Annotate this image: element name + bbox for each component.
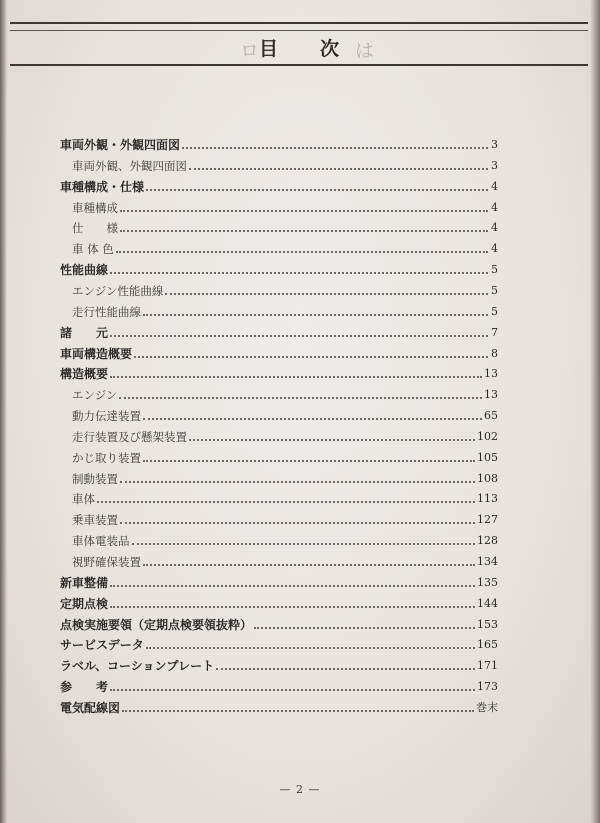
toc-leader-dots: [143, 564, 475, 566]
toc-entry-title: サービスデータ: [60, 638, 144, 653]
toc-entry-page: 4: [491, 200, 498, 214]
toc-entry: [60, 341, 498, 361]
toc-entry-title: かじ取り装置: [72, 450, 141, 465]
page-edge-left: [0, 0, 7, 823]
toc-entry: [60, 674, 498, 694]
toc-entry-page: 113: [477, 492, 498, 506]
header-rule-middle: [10, 30, 588, 31]
toc-entry: [60, 466, 498, 486]
toc-entry: [60, 215, 498, 235]
toc-entry: [60, 507, 498, 527]
toc-entry-page: 4: [491, 221, 498, 235]
toc-entry-title: 車 体 色: [72, 242, 114, 257]
toc-leader-dots: [134, 356, 488, 358]
toc-leader-dots: [120, 210, 488, 212]
toc-leader-dots: [146, 189, 488, 191]
toc-entry-title: 車種構成: [72, 200, 118, 215]
page-title-right: 次: [320, 38, 342, 60]
toc-entry-page: 134: [477, 555, 498, 568]
toc-entry-page: 153: [477, 617, 498, 631]
toc-leader-dots: [143, 418, 482, 420]
toc-entry: [60, 320, 498, 340]
toc-entry: [60, 257, 498, 277]
header-rule-top: [10, 22, 588, 24]
toc-leader-dots: [110, 606, 475, 608]
toc-entry: [60, 361, 498, 381]
toc-leader-dots: [165, 293, 488, 295]
toc-leader-dots: [143, 460, 475, 462]
toc-entry-page: 108: [477, 471, 498, 485]
page-edge-right: [590, 0, 600, 823]
toc-entry: [60, 632, 498, 652]
toc-entry-page: 3: [491, 158, 498, 172]
toc-leader-dots: [120, 230, 488, 232]
toc-entry-title: 動力伝達装置: [72, 409, 141, 424]
toc-entry: [60, 195, 498, 215]
toc-leader-dots: [110, 585, 475, 587]
page-title: [0, 34, 600, 60]
toc-entry: [60, 549, 498, 569]
toc-leader-dots: [143, 314, 488, 316]
toc-entry: [60, 445, 498, 465]
toc-entry-page: 105: [477, 450, 498, 464]
toc-entry-page: 5: [491, 304, 498, 318]
toc-entry-page: 173: [477, 680, 498, 694]
toc-entry-page: 13: [484, 388, 498, 402]
toc-entry-title: 諸 元: [60, 325, 109, 340]
toc-entry-title: エンジン: [72, 388, 118, 403]
header-ghost-right: は: [355, 40, 375, 62]
toc-leader-dots: [182, 147, 488, 149]
toc-entry-title: 車種構成・仕様: [60, 179, 145, 194]
toc-entry-page: 巻末: [476, 700, 498, 714]
toc-entry: [60, 591, 498, 611]
toc-entry-page: 165: [477, 638, 498, 652]
toc-entry-title: 制動装置: [72, 471, 118, 486]
toc-entry-page: 4: [491, 179, 498, 193]
toc-entry: [60, 653, 498, 673]
toc-leader-dots: [110, 376, 482, 378]
toc-leader-dots: [110, 335, 488, 337]
toc-entry-page: 135: [477, 575, 498, 589]
toc-leader-dots: [189, 168, 488, 170]
toc-entry-page: 7: [491, 325, 498, 339]
toc-entry-title: エンジン性能曲線: [72, 283, 164, 298]
toc-entry: [60, 236, 498, 256]
header-ghost-left: ロ: [240, 40, 260, 62]
toc-entry-title: 電気配線図: [60, 700, 121, 715]
toc-leader-dots: [116, 251, 488, 253]
toc-entry-page: 102: [477, 429, 498, 443]
toc-leader-dots: [122, 710, 474, 712]
toc-entry-page: 13: [484, 367, 498, 381]
toc-entry-title: 車両外観、外観四面図: [72, 158, 187, 173]
toc-entry: [60, 382, 498, 402]
toc-entry-page: 171: [477, 659, 498, 673]
toc-entry-title: 性能曲線: [60, 263, 109, 278]
toc-entry: [60, 424, 498, 444]
toc-entry-title: 走行装置及び懸架装置: [72, 429, 187, 444]
toc-entry: [60, 174, 498, 194]
toc-entry-title: 視野確保装置: [72, 555, 141, 569]
header-rule-bottom: [10, 64, 588, 66]
toc-entry-title: 車両構造概要: [60, 346, 133, 361]
toc-entry-title: 定期点検: [60, 596, 109, 611]
toc-leader-dots: [110, 272, 488, 274]
toc-entry-title: 走行性能曲線: [72, 304, 141, 319]
toc-entry: [60, 153, 498, 173]
toc-entry-title: 車体: [72, 492, 95, 507]
toc-leader-dots: [254, 627, 475, 629]
toc-entry-title: ラベル、コーションプレート: [60, 659, 215, 674]
toc-entry: [60, 695, 498, 715]
toc-entry: [60, 570, 498, 590]
toc-entry-title: 車体電装品: [72, 534, 130, 549]
toc-entry-title: 構造概要: [60, 367, 109, 382]
toc-entry: [60, 278, 498, 298]
toc-leader-dots: [110, 689, 475, 691]
toc-entry-page: 8: [491, 346, 498, 360]
toc-entry: [60, 403, 498, 423]
toc-leader-dots: [216, 668, 475, 670]
toc-entry-title: 乗車装置: [72, 513, 118, 528]
toc-leader-dots: [97, 501, 475, 503]
toc-entry-page: 3: [491, 138, 498, 151]
toc-entry-page: 144: [477, 596, 498, 610]
toc-entry: [60, 486, 498, 506]
toc-entry-title: 参 考: [60, 680, 109, 695]
toc-leader-dots: [120, 522, 475, 524]
toc-entry: [60, 132, 498, 152]
toc-entry: [60, 299, 498, 319]
page-number: — 2 —: [279, 783, 321, 796]
toc-leader-dots: [189, 439, 475, 441]
toc-leader-dots: [120, 481, 475, 483]
toc-entry-page: 65: [484, 409, 498, 423]
toc-entry-page: 128: [477, 534, 498, 548]
toc-entry-title: 車両外観・外観四面図: [60, 138, 181, 152]
toc-entry-page: 4: [491, 242, 498, 256]
toc-entry-title: 新車整備: [60, 575, 109, 590]
toc-leader-dots: [119, 397, 482, 399]
toc-entry-title: 点検実施要領（定期点検要領抜粋）: [60, 617, 253, 632]
toc-entry-page: 5: [491, 283, 498, 297]
toc-entry: [60, 528, 498, 548]
toc-leader-dots: [132, 543, 476, 545]
toc-entry-page: 127: [477, 513, 498, 527]
page-title-left: 目: [258, 38, 280, 60]
toc-entry-page: 5: [491, 263, 498, 277]
toc-leader-dots: [146, 647, 475, 649]
toc-entry-title: 仕 様: [72, 221, 118, 236]
toc-entry: [60, 612, 498, 632]
